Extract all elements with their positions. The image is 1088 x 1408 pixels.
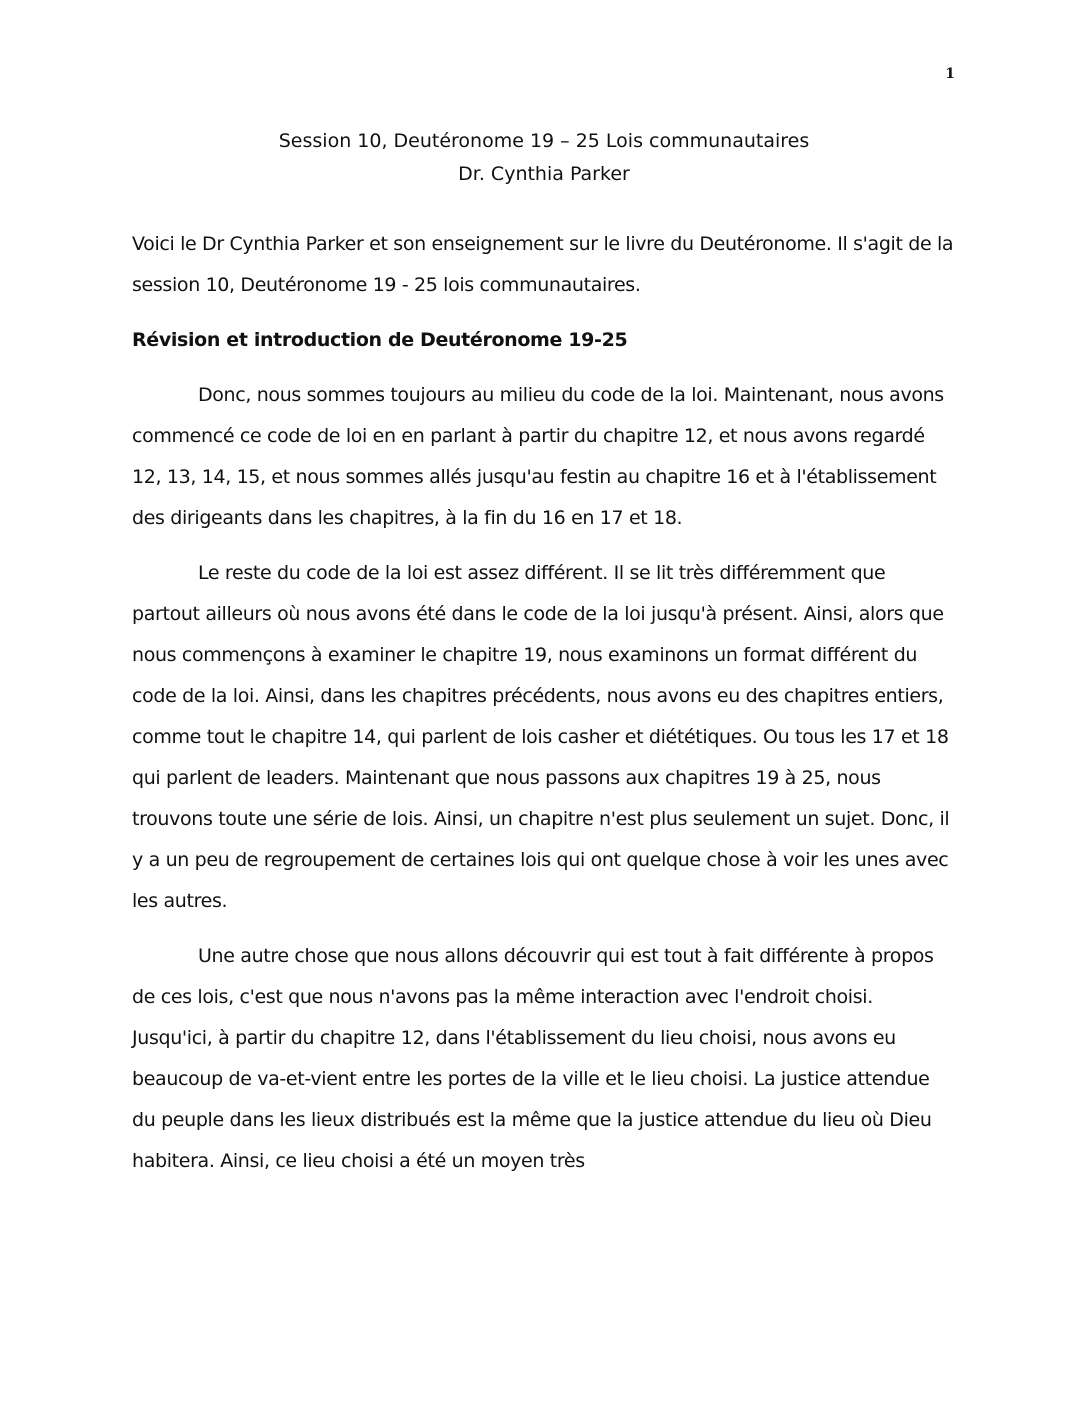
body-paragraph: Une autre chose que nous allons découvrir qui est tout à fait différente à propos de ces lois, c'est que nous n'avons pas la même interaction avec l'endroit choisi. Jusqu'ici, à partir du chapitre 12, dans l'établissement du lieu choisi, nous avons eu beaucoup de va-et-vient entre les portes de la ville et le lieu choisi. La justice attendue du peuple dans les lieux distribués est la même que la justice attendue du lieu où Dieu habitera. Ainsi, ce lieu choisi a été un moyen très	[132, 945, 934, 1172]
document-title: Session 10, Deutéronome 19 – 25 Lois communautaires	[278, 130, 810, 152]
author-name: Dr. Cynthia Parker	[458, 163, 630, 185]
intro-paragraph: Voici le Dr Cynthia Parker et son enseignement sur le livre du Deutéronome. Il s'agit de la session 10, Deutéronome 19 - 25 lois communautaires.	[132, 233, 954, 296]
body-paragraph: Le reste du code de la loi est assez différent. Il se lit très différemment que partout ailleurs où nous avons été dans le code de la loi jusqu'à présent. Ainsi, alors que nous commençons à examiner le chapitre 19, nous examinons un format différent du code de la loi. Ainsi, dans les chapitres précédents, nous avons eu des chapitres entiers, comme tout le chapitre 14, qui parlent de lois casher et diététiques. Ou tous les 17 et 18 qui parlent de leaders. Maintenant que nous passons aux chapitres 19 à 25, nous trouvons toute une série de lois. Ainsi, un chapitre n'est plus seulement un sujet. Donc, il y a un peu de regroupement de certaines lois qui ont quelque chose à voir les unes avec les autres.	[132, 562, 950, 912]
body-paragraph: Donc, nous sommes toujours au milieu du code de la loi. Maintenant, nous avons commencé ce code de loi en en parlant à partir du chapitre 12, et nous avons regardé 12, 13, 14, 15, et nous sommes allés jusqu'au festin au chapitre 16 et à l'établissement des dirigeants dans les chapitres, à la fin du 16 en 17 et 18.	[132, 384, 944, 529]
page-number: 1	[945, 66, 955, 82]
section-heading: Révision et introduction de Deutéronome 19-25	[132, 329, 628, 351]
title-block	[0, 125, 1088, 191]
document-body	[132, 224, 956, 1196]
